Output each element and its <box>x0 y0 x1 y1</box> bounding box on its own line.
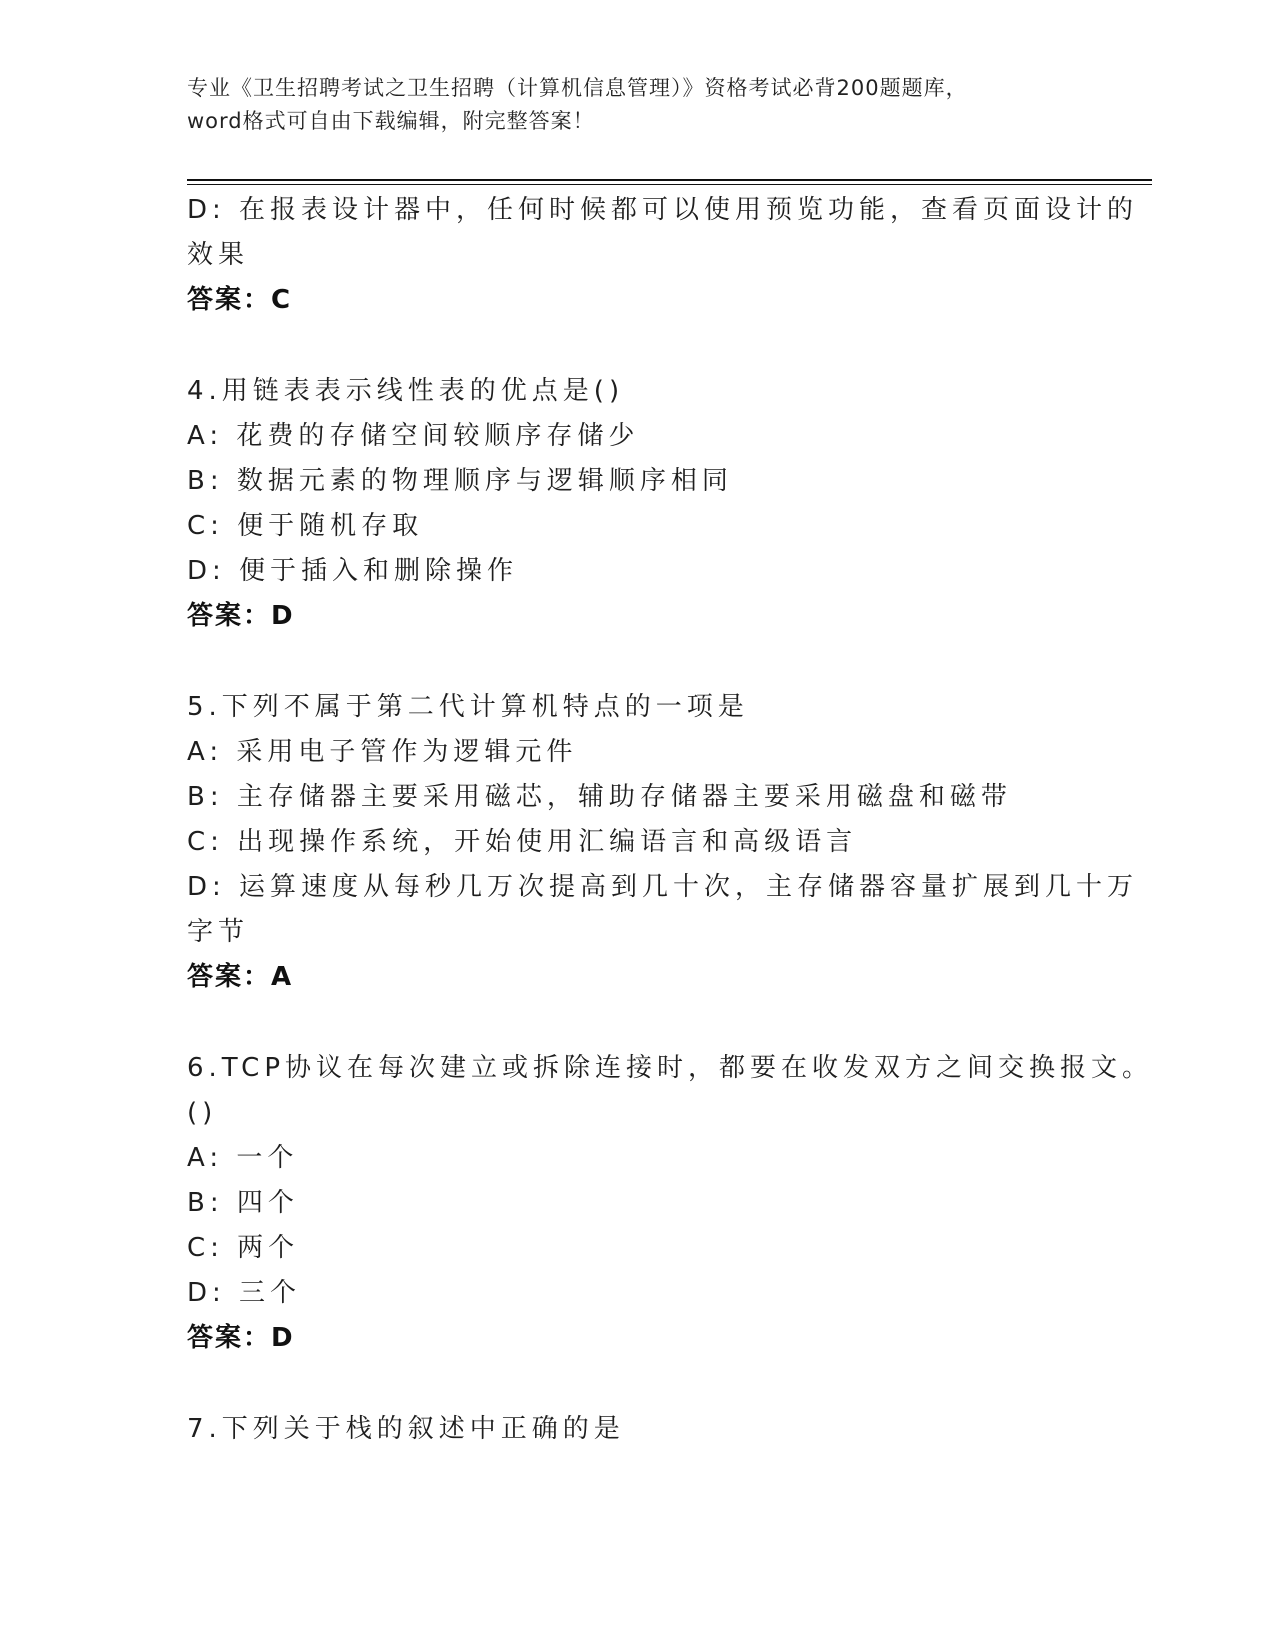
document-body <box>187 188 1153 1452</box>
option-d: D: 在报表设计器中，任何时候都可以使用预览功能，查看页面设计的 <box>187 195 1139 225</box>
option-d: D: 运算速度从每秒几万次提高到几十次，主存储器容量扩展到几十万 <box>187 872 1139 902</box>
option-a: A: 花费的存储空间较顺序存储少 <box>187 421 640 451</box>
option-a: A: 采用电子管作为逻辑元件 <box>187 737 578 767</box>
answer: 答案：C <box>187 285 293 315</box>
question-stem: 7.下列关于栈的叙述中正确的是 <box>187 1414 625 1444</box>
answer: 答案：A <box>187 962 294 992</box>
answer: 答案：D <box>187 1323 295 1353</box>
option-b: B: 数据元素的物理顺序与逻辑顺序相同 <box>187 466 733 496</box>
header-title-line-2: word格式可自由下载编辑，附完整答案！ <box>187 109 595 133</box>
question-stem: 4.用链表表示线性表的优点是() <box>187 376 625 406</box>
option-b: B: 四个 <box>187 1188 299 1218</box>
spacer <box>187 323 1087 369</box>
question-3-tail <box>187 188 1139 323</box>
option-d-continuation: 字节 <box>187 917 250 947</box>
document-header <box>187 72 1067 138</box>
header-title-line-1: 专业《卫生招聘考试之卫生招聘（计算机信息管理）》资格考试必背200题题库， <box>187 76 968 100</box>
answer: 答案：D <box>187 601 295 631</box>
option-d: D: 便于插入和删除操作 <box>187 556 519 586</box>
spacer <box>187 639 1087 685</box>
option-d-continuation: 效果 <box>187 240 250 270</box>
question-4 <box>187 369 1087 639</box>
question-stem: 5.下列不属于第二代计算机特点的一项是 <box>187 692 749 722</box>
option-d: D: 三个 <box>187 1278 302 1308</box>
option-c: C: 便于随机存取 <box>187 511 424 541</box>
option-b: B: 主存储器主要采用磁芯，辅助存储器主要采用磁盘和磁带 <box>187 782 1012 812</box>
spacer <box>187 1361 1087 1407</box>
header-divider-thick <box>187 179 1152 181</box>
header-divider-thin <box>187 184 1152 185</box>
option-a: A: 一个 <box>187 1143 299 1173</box>
spacer <box>187 1000 1087 1046</box>
question-stem-continuation: () <box>187 1098 218 1128</box>
option-c: C: 两个 <box>187 1233 300 1263</box>
question-6 <box>187 1046 1153 1361</box>
question-stem: 6.TCP协议在每次建立或拆除连接时，都要在收发双方之间交换报文。 <box>187 1053 1153 1083</box>
question-5 <box>187 685 1139 1000</box>
question-7 <box>187 1407 1087 1452</box>
option-c: C: 出现操作系统，开始使用汇编语言和高级语言 <box>187 827 858 857</box>
